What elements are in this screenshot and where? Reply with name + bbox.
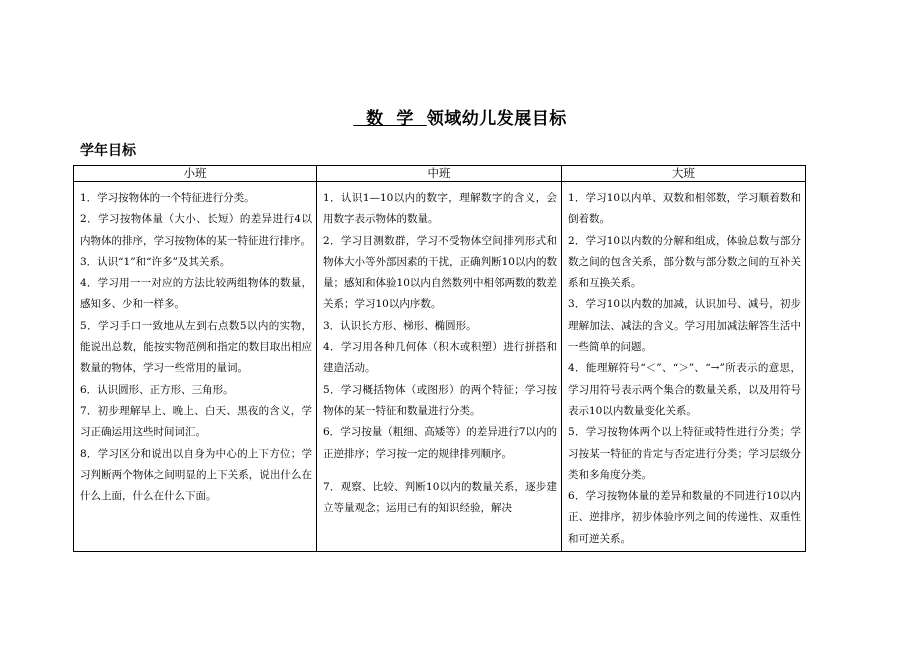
list-item: 6．认识圆形、正方形、三角形。 — [80, 383, 234, 396]
page-title — [0, 104, 920, 129]
header-small-class: 小班 — [74, 166, 317, 182]
list-item: 6．学习按量（粗细、高矮等）的差异进行7以内的正逆排序；学习按一定的规律排列顺序。 — [323, 426, 557, 460]
list-item: 7．初步理解早上、晚上、白天、黑夜的含义，学习正确运用这些时间词汇。 — [80, 404, 312, 439]
list-item: 4．能理解符号“＜”、“＞”、“→”所表示的意思，学习用符号表示两个集合的数量关系，以及用符号表示10以内数量变化关系。 — [568, 362, 801, 417]
list-item: 8．学习区分和说出以自身为中心的上下方位；学习判断两个物体之间明显的上下关系，说出什么在什么上面，什么在什么下面。 — [80, 447, 312, 503]
goals-table — [73, 165, 806, 552]
list-item: 7．观察、比较、判断10以内的数量关系，逐步建立等量观念；运用已有的知识经验，解决 — [323, 480, 557, 515]
list-item: 6．学习按物体量的差异和数量的不同进行10以内正、逆排序，初步体验序列之间的传递性、双重性和可逆关系。 — [568, 490, 801, 545]
list-item: 2．学习目测数群，学习不受物体空间排列形式和物体大小等外部因素的干扰，正确判断10以内的数量；感知和体验10以内自然数列中相邻两数的数差关系；学习10以内序数。 — [323, 234, 557, 311]
list-item: 3．认识长方形、梯形、椭圆形。 — [323, 319, 477, 332]
list-item: 1．学习按物体的一个特征进行分类。 — [80, 192, 255, 204]
list-item: 2．学习10以内数的分解和组成，体验总数与部分数之间的包含关系，部分数与部分数之间的互补关系和互换关系。 — [568, 234, 801, 290]
small-class-cell — [74, 182, 317, 552]
list-item: 1．认识1—10以内的数字，理解数字的含义，会用数字表示物体的数量。 — [323, 192, 557, 226]
section-heading: 学年目标 — [80, 143, 136, 159]
large-class-cell — [562, 182, 806, 552]
list-item: 5．学习手口一致地从左到右点数5以内的实物，能说出总数，能按实物范例和指定的数目取出相应数量的物体，学习一些常用的量词。 — [80, 319, 312, 375]
list-item: 1．学习10以内单、双数和相邻数，学习顺着数和倒着数。 — [568, 192, 801, 226]
list-item: 4．学习用一一对应的方法比较两组物体的数量，感知多、少和一样多。 — [80, 277, 312, 311]
title-rest: 领域幼儿发展目标 — [426, 109, 567, 129]
header-large-class: 大班 — [562, 166, 806, 182]
list-item: 3．认识“1”和“许多”及其关系。 — [80, 255, 231, 268]
list-item: 5．学习按物体两个以上特征或特性进行分类；学习按某一特征的肯定与否定进行分类；学习层级分类和多角度分类。 — [568, 426, 801, 481]
content-row — [74, 182, 806, 552]
middle-class-cell — [317, 182, 562, 552]
title-subject: 数 学 — [353, 109, 427, 129]
list-item: 4．学习用各种几何体（积木或积塑）进行拼搭和建造活动。 — [323, 341, 557, 375]
list-item: 5．学习概括物体（或图形）的两个特征；学习按物体的某一特征和数量进行分类。 — [323, 383, 557, 417]
header-row — [74, 166, 806, 182]
header-middle-class: 中班 — [317, 166, 562, 182]
list-item: 2．学习按物体量（大小、长短）的差异进行4以内物体的排序，学习按物体的某一特征进行排序。 — [80, 213, 312, 247]
list-item: 3．学习10以内数的加减，认识加号、减号，初步理解加法、减法的含义。学习用加减法解答生活中一些简单的问题。 — [568, 298, 801, 354]
